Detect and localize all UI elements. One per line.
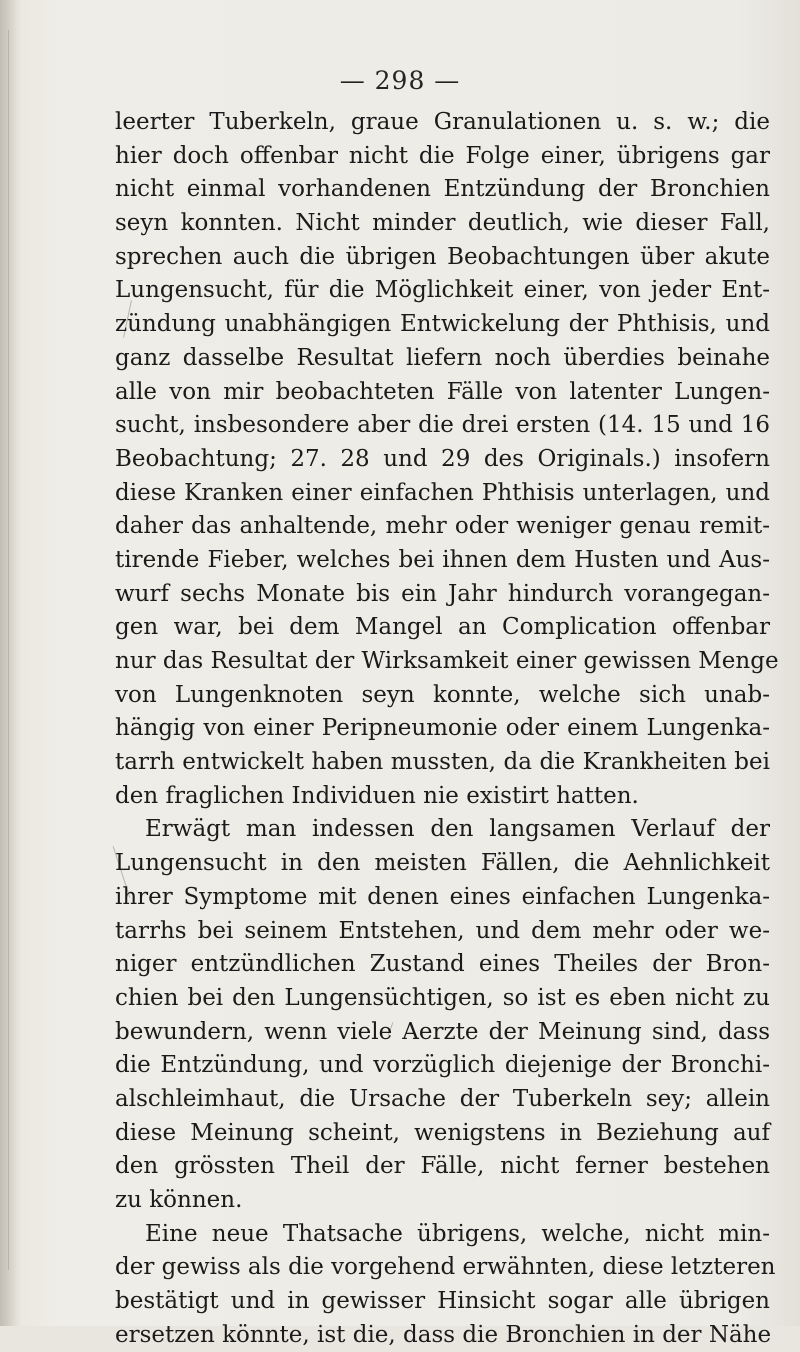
page-header: — 298 — xyxy=(339,66,461,95)
text-line: hier doch offenbar nicht die Folge einer, übrigens gar xyxy=(115,142,770,169)
body-text xyxy=(115,106,779,1352)
text-line: bewundern, wenn viele Aerzte der Meinung sind, dass xyxy=(115,1018,770,1045)
text-line: Beobachtung; 27. 28 und 29 des Originals.) insofern xyxy=(115,445,770,472)
text-line: gen war, bei dem Mangel an Complication offenbar xyxy=(115,614,770,641)
text-line: ersetzen könnte, ist die, dass die Bronchien in der Nähe xyxy=(115,1321,772,1348)
text-line: tarrh entwickelt haben mussten, da die Krankheiten bei xyxy=(115,749,770,776)
text-line: Lungensucht in den meisten Fällen, die Aehnlichkeit xyxy=(115,850,770,877)
text-line: den fraglichen Individuen nie existirt hatten. xyxy=(115,782,639,809)
text-line: zündung unabhängigen Entwickelung der Phthisis, und xyxy=(115,311,770,338)
text-line: hängig von einer Peripneumonie oder einem Lungenka- xyxy=(115,715,770,742)
text-line: ganz dasselbe Resultat liefern noch überdies beinahe xyxy=(115,344,770,371)
text-line: tarrhs bei seinem Entstehen, und dem mehr oder we- xyxy=(115,917,770,944)
text-line: seyn konnten. Nicht minder deutlich, wie dieser Fall, xyxy=(115,210,770,237)
text-line: Eine neue Thatsache übrigens, welche, nicht min- xyxy=(145,1220,770,1247)
text-line: bestätigt und in gewisser Hinsicht sogar alle übrigen xyxy=(115,1288,770,1315)
text-line: sprechen auch die übrigen Beobachtungen über akute xyxy=(115,243,770,270)
text-line: niger entzündlichen Zustand eines Theiles der Bron- xyxy=(115,951,770,978)
text-line: sucht, insbesondere aber die drei ersten (14. 15 und 16 xyxy=(115,412,770,439)
text-line: Lungensucht, für die Möglichkeit einer, von jeder Ent- xyxy=(115,277,770,304)
text-line: nur das Resultat der Wirksamkeit einer gewissen Menge xyxy=(115,648,779,674)
text-line: chien bei den Lungensüchtigen, so ist es eben nicht zu xyxy=(115,984,770,1011)
text-line: wurf sechs Monate bis ein Jahr hindurch vorangegan- xyxy=(115,580,770,607)
text-line: alle von mir beobachteten Fälle von latenter Lungen- xyxy=(115,378,770,405)
text-line: diese Meinung scheint, wenigstens in Beziehung auf xyxy=(115,1119,770,1146)
text-line: leerter Tuberkeln, graue Granulationen u. s. w.; die xyxy=(115,109,770,135)
text-line: Erwägt man indessen den langsamen Verlauf der xyxy=(145,816,770,843)
text-line: von Lungenknoten seyn konnte, welche sich unab- xyxy=(115,681,770,708)
text-line: zu können. xyxy=(115,1187,243,1213)
text-line: tirende Fieber, welches bei ihnen dem Husten und Aus- xyxy=(115,546,770,573)
binding-shadow xyxy=(0,0,22,1326)
text-line: diese Kranken einer einfachen Phthisis unterlagen, und xyxy=(115,479,770,506)
text-line: den grössten Theil der Fälle, nicht ferner bestehen xyxy=(115,1153,770,1180)
text-line: daher das anhaltende, mehr oder weniger genau remit- xyxy=(115,513,770,540)
text-line: die Entzündung, und vorzüglich diejenige der Bronchi- xyxy=(115,1052,770,1079)
text-line: alschleimhaut, die Ursache der Tuberkeln sey; allein xyxy=(115,1085,770,1112)
text-line: der gewiss als die vorgehend erwähnten, diese letzteren xyxy=(115,1254,776,1281)
page-edge-mark xyxy=(8,30,9,1270)
text-line: ihrer Symptome mit denen eines einfachen Lungenka- xyxy=(115,883,770,910)
text-line: nicht einmal vorhandenen Entzündung der Bronchien xyxy=(115,176,770,203)
